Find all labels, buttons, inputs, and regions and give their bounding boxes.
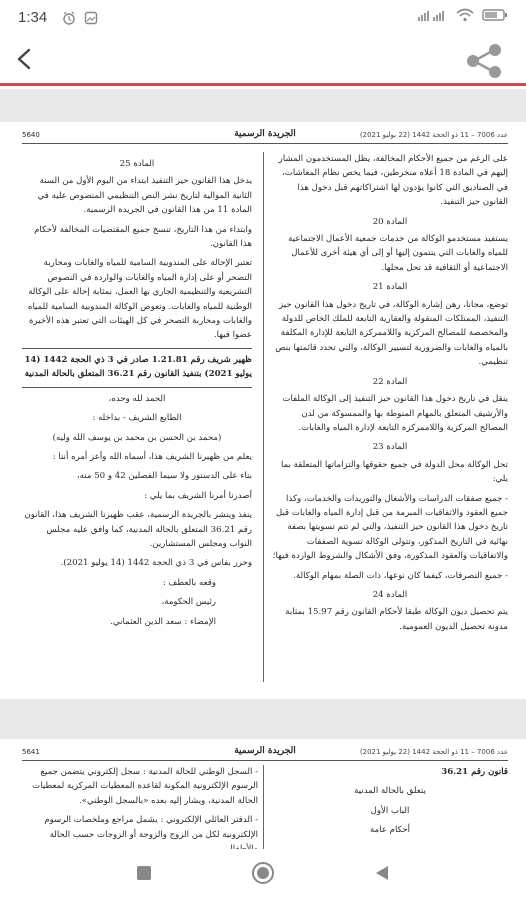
signal-icon [418,9,448,24]
recents-icon [135,864,153,886]
share-icon [464,65,504,84]
page-number: 5640 [22,131,40,139]
status-time: 1:34 [18,9,48,26]
home-icon [251,861,275,889]
system-nav-bar [0,849,526,900]
text-paragraph: بناء على الدستور ولا سيما الفصلين 42 و 50 منه، [76,471,252,482]
text-paragraph: الطابع الشريف - بداخله : [92,413,182,424]
text-paragraph: وقعه بالعطف : [162,577,216,588]
text-paragraph: الإمضاء : سعد الدين العثماني. [110,616,216,627]
issue-info: عدد 7006 – 11 ذو الحجة 1442 (22 يوليو 2021) [359,131,508,139]
text-paragraph: تعتبر الإحالة على المندوبية السامية للمياه والغابات ومحاربة التصحر أو على إدارة المياه والغابات والواردة في النصوص التشريعية والتنظيمية الجاري بها العمل، بمثابة إحالة على الوكالة الوطنية للمياه والغابات. وتعوض الوكالة المندوبية السامية للمياه والغابات ومحاربة التصحر في كل الهيئات التي تعتبر هذه الأخيرة عضوا فيها. [27,258,252,341]
text-paragraph: يدخل هذا القانون حيز التنفيذ ابتداء من اليوم الأول من السنة الثانية الموالية لتاريخ نشر النص التنظيمي المنصوص عليه في المادة 11 من هذا القانون في الجريدة الرسمية. [37,176,252,216]
section-separator [22,348,252,349]
status-bar [0,0,526,36]
text-column-right [272,152,508,639]
back-nav-button[interactable] [370,863,394,887]
text-paragraph: أحكام عامة [369,825,411,836]
battery-icon [482,8,508,25]
alarm-icon [62,10,76,29]
text-paragraph: - الدفتر العائلي الإلكتروني : يشمل مراجع وملخصات الرسوم الإلكترونية لكل من الزوج والزوجة أو الزوجات حسب الحالة [44,815,258,840]
text-paragraph: توضع، مجانا، رهن إشارة الوكالة، في تاريخ دخول هذا القانون حيز التنفيذ، الممتلكات المنقولة والعقارية التابعة للملك الخاص للدولة والمخصصة للمصالح المركزية واللاممركزة التابعة للإدارة المكلفة بالمياه والغابات والضرورية لتسيير الوكالة، والتي تحدد قائمتها بنص تنظيمي. [275,299,508,368]
status-notification-icons [62,10,98,29]
text-paragraph: الحمد لله وحده، [108,393,166,404]
gazette-header [22,130,508,144]
back-nav-icon [373,864,391,886]
document-viewer[interactable] [0,89,526,849]
text-paragraph: رئيس الحكومة، [161,597,216,608]
text-paragraph: تحل الوكالة محل الدولة في جميع حقوقها والتزاماتها المتعلقة بما يلي: [280,459,508,485]
home-button[interactable] [251,863,275,887]
section-separator [22,387,252,388]
document-page [0,122,526,699]
article-heading: المادة 23 [372,442,408,453]
text-paragraph: ينقل في تاريخ دخول هذا القانون حيز التنفيذ إلى الوكالة الملفات والأرشيف المتعلق بالمهام المنوطة بها والممسوكة من لدن المصالح المركزية واللاممركزة التابعة لإدارة المياه والغابات. [282,394,508,433]
text-paragraph: على الرغم من جميع الأحكام المخالفة، يظل المستخدمون المشار إليهم في المادة 18 أعلاه منخرطين، فيما يخص نظام المعاشات، في الصناديق التي كانوا يؤدون لها اشتراكاتهم قبل دخول هذا القانون حيز التنفيذ. [278,154,508,208]
status-system-icons [418,8,508,25]
text-paragraph: يتعلق بالحالة المدنية [354,786,426,797]
image-icon [84,10,98,29]
article-heading: المادة 22 [372,376,408,387]
article-heading: المادة 24 [372,589,408,600]
issue-info: عدد 7006 – 11 ذو الحجة 1442 (22 يوليو 2021) [359,748,508,756]
text-paragraph: الباب الأول [370,805,410,816]
decree-title: ظهير شريف رقم 1.21.81 صادر في 3 ذي الحجة 1442 (14 يوليو 2021) بتنفيذ القانون رقم 36.21 المتعلق بالحالة المدنية [24,354,252,380]
article-heading: المادة 20 [372,216,408,227]
text-paragraph: وحرر بفاس في 3 ذي الحجة 1442 (14 يوليو 2021). [60,558,252,569]
back-arrow-icon [15,48,35,74]
wifi-icon [456,8,474,25]
article-heading: المادة 21 [372,282,408,293]
text-column-left [22,152,252,634]
gazette-title: الجريدة الرسمية [234,746,296,756]
text-paragraph: يعلم من ظهيرنا الشريف هذا، أسماه الله وأعز أمره أننا : [52,451,252,462]
article-heading: المادة 25 [119,159,155,169]
column-divider [263,152,264,682]
share-button[interactable] [464,42,504,80]
app-toolbar [0,36,526,86]
text-paragraph: وابتداء من هذا التاريخ، تنسخ جميع المقتضيات المخالفة لأحكام هذا القانون. [34,224,252,250]
text-column-left [22,765,258,861]
gazette-header [22,747,508,761]
text-column-right [272,765,508,843]
text-paragraph: - جميع صفقات الدراسات والأشغال والتوريدات والخدمات، وكذا جميع العقود والاتفاقيات المبرمة من قبل إدارة المياه والغابات قبل تاريخ دخول هذا القانون حيز التنفيذ، والتي لم تتم تسويتها بصفة نهائية في التاريخ المذكور، وتتولى الوكالة تسوية الصفقات والاتفاقيات والعقود المذكورة، وفق الأشكال والشروط الواردة فيها؛ [272,493,508,562]
text-paragraph: أصدرنا أمرنا الشريف بما يلي : [144,490,252,501]
text-paragraph: ينفذ وينشر بالجريدة الرسمية، عقب ظهيرنا الشريف هذا، القانون رقم 36.21 المتعلق بالحالة المدنية، كما وافق عليه مجلس النواب ومجلس المستشارين. [24,510,252,549]
text-paragraph: يستفيد مستخدمو الوكالة من خدمات جمعية الأعمال الاجتماعية للمياه والغابات التي ينتمون إليها أو إلى أي هيئة أخرى للأعمال الاجتماعية أو الثقافية قد تحل محلها. [288,234,508,273]
gazette-title: الجريدة الرسمية [234,129,296,139]
back-button[interactable] [8,44,42,78]
text-paragraph: - جميع التصرفات، كيفما كان نوعها، ذات الصلة بمهام الوكالة. [293,570,508,581]
decree-title: قانون رقم 36.21 [441,767,508,777]
text-paragraph: يتم تحصيل ديون الوكالة طبقا لأحكام القانون رقم 15.97 بمثابة مدونة تحصيل الديون العمومية. [285,607,508,632]
text-paragraph: - السجل الوطني للحالة المدنية : سجل إلكتروني يتضمن جميع الرسوم الإلكترونية المكونة لقاعدة المعطيات المركزية لمعطيات الحالة المدنية، ويشار إليه بعده «بالسجل الوطني». [32,767,258,806]
page-number: 5641 [22,748,40,756]
recents-button[interactable] [132,863,156,887]
text-paragraph: (محمد بن الحسن بن محمد بن يوسف الله وليه) [52,432,222,443]
